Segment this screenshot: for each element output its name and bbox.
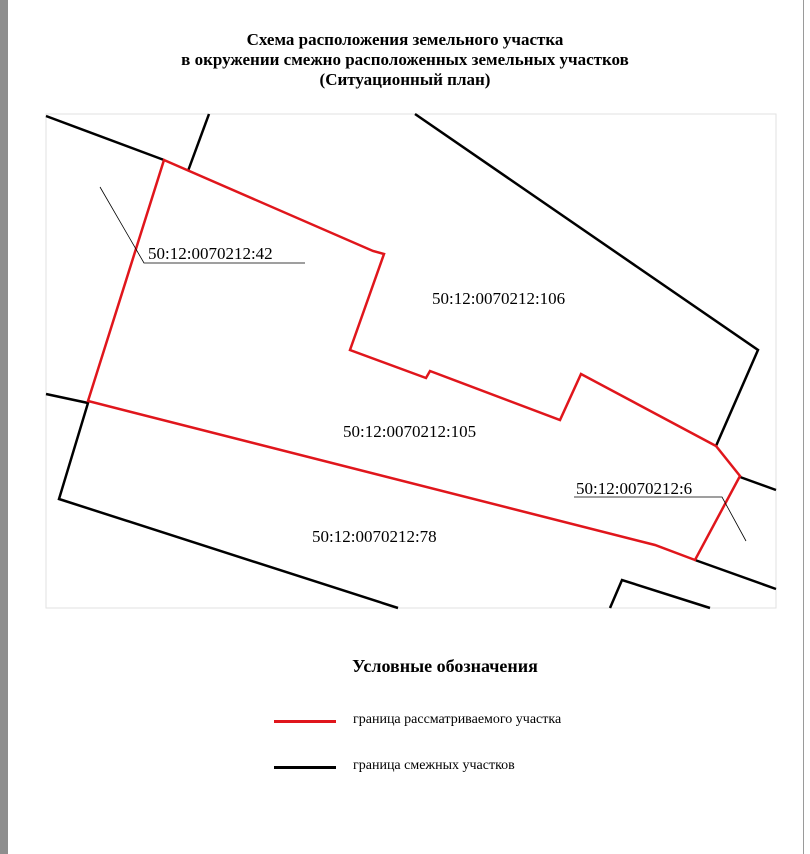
title-line-2: в окружении смежно расположенных земельных участков	[181, 50, 629, 69]
boundary-south-parcel	[610, 580, 710, 608]
legend-label-adjacent: граница смежных участков	[353, 758, 515, 773]
subject-parcel-boundary	[88, 160, 740, 560]
title-line-3: (Ситуационный план)	[319, 70, 491, 89]
red-line-swatch-icon	[274, 720, 336, 723]
boundary-parcel-6-south	[695, 560, 776, 589]
boundary-parcel-106	[415, 114, 758, 446]
label-parcel-6: 50:12:0070212:6	[576, 479, 693, 498]
boundary-parcel-6-east	[740, 477, 776, 490]
callout-leader-6	[574, 497, 746, 541]
label-parcel-106: 50:12:0070212:106	[432, 289, 566, 308]
title-line-1: Схема расположения земельного участка	[246, 30, 564, 49]
black-line-swatch-icon	[274, 766, 336, 769]
label-parcel-105: 50:12:0070212:105	[343, 422, 477, 441]
legend-label-subject: граница рассматриваемого участка	[353, 712, 562, 727]
label-parcel-42: 50:12:0070212:42	[148, 244, 273, 263]
boundary-parcel-42-north	[46, 116, 164, 160]
boundary-parcel-42-east	[188, 114, 209, 171]
label-parcel-78: 50:12:0070212:78	[312, 527, 437, 546]
legend-title: Условные обозначения	[352, 656, 538, 676]
